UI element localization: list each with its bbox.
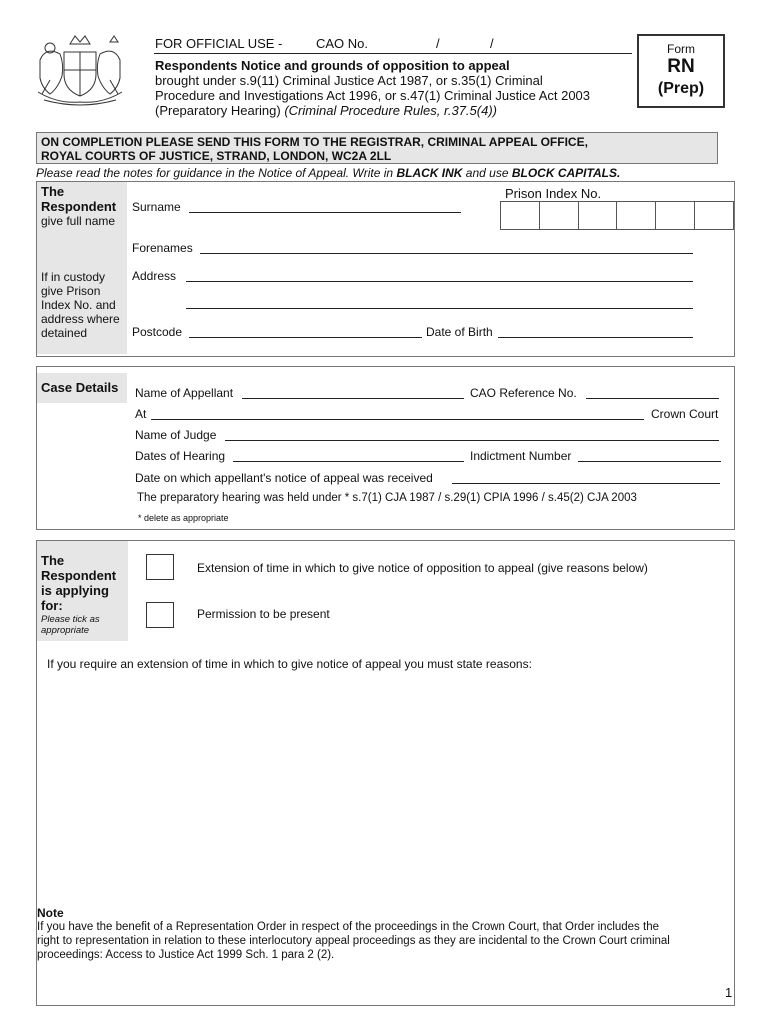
custody-note-1: If in custody <box>41 270 106 284</box>
cao-slash-1: / <box>436 36 440 51</box>
respondent-heading-1: The <box>41 184 65 199</box>
reasons-area[interactable] <box>40 676 728 901</box>
cao-slash-2: / <box>490 36 494 51</box>
form-title: Respondents Notice and grounds of opposition to appeal <box>155 58 510 73</box>
hearing-dates-field[interactable] <box>233 461 464 462</box>
at-label: At <box>135 407 147 421</box>
address-label: Address <box>132 269 177 283</box>
form-title-line2: brought under s.9(11) Criminal Justice Act 1987, or s.35(1) Criminal <box>155 73 543 88</box>
respondent-sub: give full name <box>41 214 116 228</box>
permission-checkbox[interactable] <box>146 602 174 628</box>
custody-note-2: give Prison <box>41 284 101 298</box>
forenames-label: Forenames <box>132 241 193 255</box>
custody-note-4: address where <box>41 312 120 326</box>
prison-index-label: Prison Index No. <box>505 186 602 201</box>
form-label: Form <box>667 42 695 56</box>
dob-field[interactable] <box>498 337 693 338</box>
cao-ref-field[interactable] <box>586 398 719 399</box>
notice-line1: ON COMPLETION PLEASE SEND THIS FORM TO THE REGISTRAR, CRIMINAL APPEAL OFFICE, <box>41 135 588 149</box>
note-line-1: If you have the benefit of a Representation Order in respect of the proceedings in the Crown Court, that Order includes the <box>37 921 659 933</box>
surname-label: Surname <box>132 200 181 214</box>
forenames-field[interactable] <box>200 253 693 254</box>
notice-line2: ROYAL COURTS OF JUSTICE, STRAND, LONDON, WC2A 2LL <box>41 149 392 163</box>
custody-note-3: Index No. and <box>41 298 116 312</box>
case-details-heading: Case Details <box>41 380 119 395</box>
judge-field[interactable] <box>225 440 719 441</box>
crown-court-label: Crown Court <box>651 407 719 421</box>
indictment-label: Indictment Number <box>470 449 572 463</box>
extension-checkbox[interactable] <box>146 554 174 580</box>
prison-index-boxes[interactable] <box>500 201 734 230</box>
notice-date-field[interactable] <box>452 483 720 484</box>
postcode-field[interactable] <box>189 337 422 338</box>
surname-field[interactable] <box>189 212 461 213</box>
reasons-prompt: If you require an extension of time in which to give notice of appeal you must state reasons: <box>47 657 532 671</box>
notice-date-label: Date on which appellant's notice of appeal was received <box>135 471 433 485</box>
note-line-3: proceedings: Access to Justice Act 1999 Sch. 1 para 2 (2). <box>37 949 335 961</box>
form-code-box <box>637 34 725 108</box>
instructions-black-ink: BLACK INK <box>396 166 463 180</box>
postcode-label: Postcode <box>132 325 183 339</box>
address-field-1[interactable] <box>186 281 693 282</box>
tick-note-1: Please tick as <box>41 614 100 625</box>
delete-note: * delete as appropriate <box>138 513 229 523</box>
page-number: 1 <box>725 985 733 1000</box>
header-rule <box>154 53 632 54</box>
form-code: RN <box>667 56 695 77</box>
instructions <box>36 166 620 180</box>
prep-hearing-statement[interactable]: The preparatory hearing was held under * s.7(1) CJA 1987 / s.29(1) CPIA 1996 / s.45(2) CJA 2003 <box>137 492 637 504</box>
instructions-block-capitals: BLOCK CAPITALS. <box>511 166 621 180</box>
applying-heading-1: The <box>41 553 65 568</box>
official-use-label: FOR OFFICIAL USE - <box>155 36 283 51</box>
address-field-2[interactable] <box>186 308 693 309</box>
applying-heading-3: is applying <box>41 583 109 598</box>
form-sub: (Prep) <box>657 80 705 97</box>
note-heading: Note <box>37 906 64 920</box>
form-title-rule-ref: (Criminal Procedure Rules, r.37.5(4)) <box>284 103 497 118</box>
cao-no-label: CAO No. <box>316 36 369 51</box>
custody-note-5: detained <box>41 326 88 340</box>
hearing-dates-label: Dates of Hearing <box>135 449 226 463</box>
tick-note-2: appropriate <box>41 625 90 636</box>
respondent-heading-2: Respondent <box>41 199 117 214</box>
form-title-line3: Procedure and Investigations Act 1996, or s.47(1) Criminal Justice Act 2003 <box>155 88 591 103</box>
court-field[interactable] <box>151 419 644 420</box>
send-to-notice <box>36 132 718 164</box>
judge-label: Name of Judge <box>135 428 217 442</box>
instructions-text: Please read the notes for guidance in the Notice of Appeal. Write in <box>36 166 394 180</box>
instructions-and: and use <box>465 166 509 180</box>
appellant-field[interactable] <box>242 398 464 399</box>
cao-ref-label: CAO Reference No. <box>470 386 577 400</box>
applying-heading-2: Respondent <box>41 568 117 583</box>
extension-label: Extension of time in which to give notice of opposition to appeal (give reasons below) <box>197 561 648 575</box>
note-line-2: right to representation in relation to these interlocutory appeal proceedings as they are incidental to the Crown Court criminal <box>37 935 670 947</box>
permission-label: Permission to be present <box>197 607 330 621</box>
indictment-field[interactable] <box>578 461 721 462</box>
royal-coat-of-arms <box>30 30 130 112</box>
applying-heading-4: for: <box>41 598 63 613</box>
form-title-line4: (Preparatory Hearing) <box>155 103 281 118</box>
appellant-label: Name of Appellant <box>135 386 234 400</box>
dob-label: Date of Birth <box>426 325 493 339</box>
